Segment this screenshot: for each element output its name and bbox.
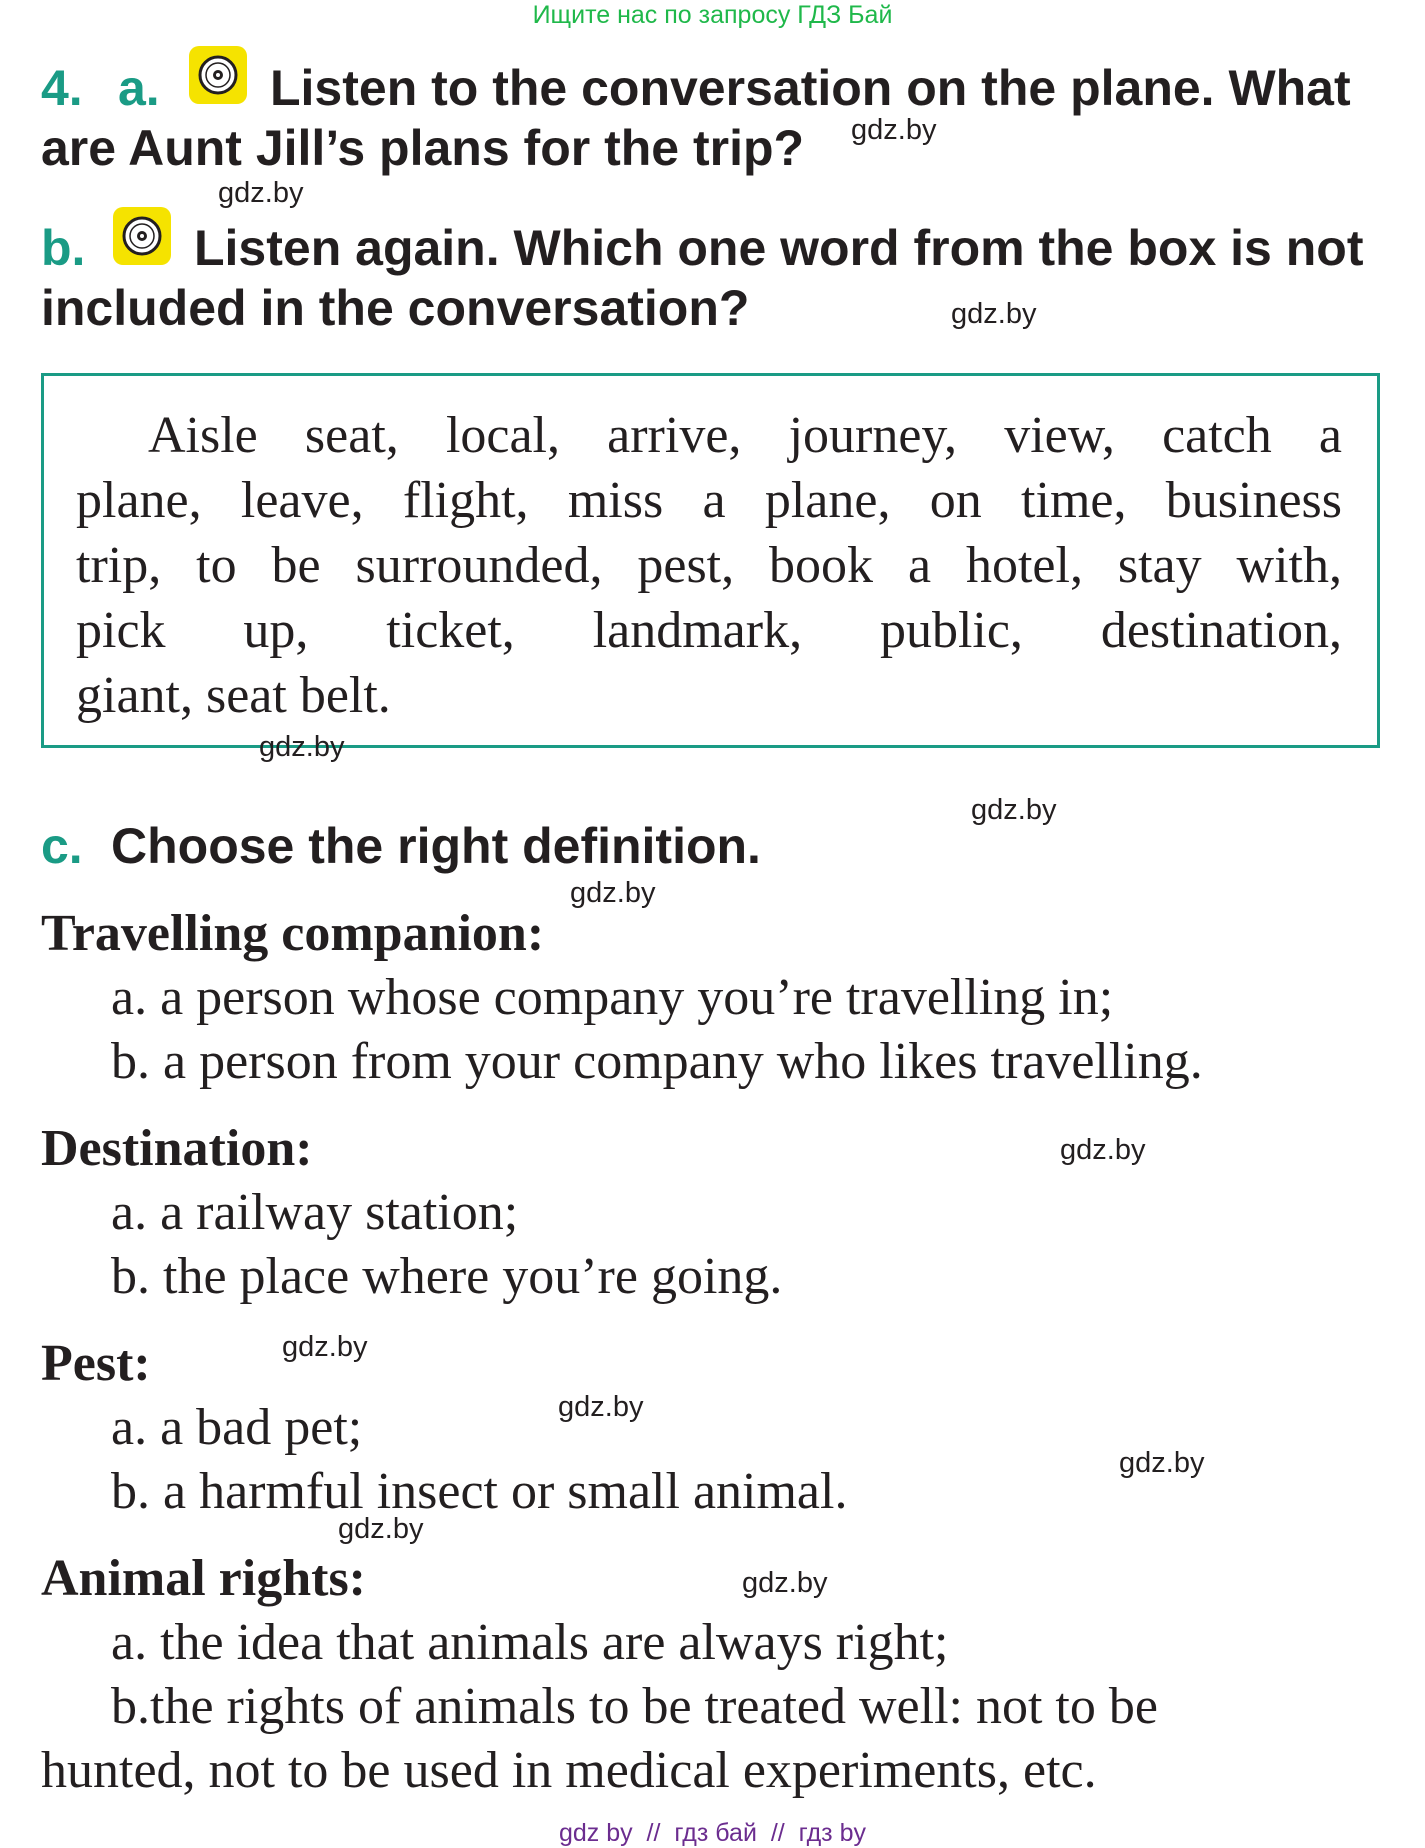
definition-option: b.the rights of animals to be treated well: not to be xyxy=(111,1678,1158,1735)
top-search-hint: Ищите нас по запросу ГДЗ Бай xyxy=(532,1,893,29)
watermark: gdz.by xyxy=(282,1331,368,1363)
audio-cd-icon[interactable] xyxy=(189,46,247,104)
part-b-line2: included in the conversation? xyxy=(41,280,750,336)
watermark: gdz.by xyxy=(851,114,937,146)
watermark: gdz.by xyxy=(951,298,1037,330)
word-box-line: giant, seat belt. xyxy=(76,667,391,724)
definition-option: b. a person from your company who likes travelling. xyxy=(111,1033,1203,1090)
part-a-line2: are Aunt Jill’s plans for the trip? xyxy=(41,120,805,176)
watermark: gdz.by xyxy=(558,1391,644,1423)
part-a-letter: a. xyxy=(118,60,160,116)
part-b-letter: b. xyxy=(41,220,86,276)
watermark: gdz.by xyxy=(971,794,1057,826)
definition-option: a. a bad pet; xyxy=(111,1399,363,1456)
disc-icon xyxy=(198,55,238,95)
definition-option: a. a person whose company you’re travelling in; xyxy=(111,969,1114,1026)
word-box-line: pick up, ticket, landmark, public, destination, xyxy=(76,602,1342,659)
watermark: gdz.by xyxy=(1060,1134,1146,1166)
definition-option: b. a harmful insect or small animal. xyxy=(111,1463,848,1520)
watermark: gdz.by xyxy=(742,1567,828,1599)
audio-cd-icon[interactable] xyxy=(113,207,171,265)
watermark: gdz.by xyxy=(259,731,345,763)
word-box-line: Aisle seat, local, arrive, journey, view, catch a xyxy=(148,407,1342,464)
definition-option-continued: hunted, not to be used in medical experiments, etc. xyxy=(41,1742,1097,1799)
part-a-line1: Listen to the conversation on the plane. What xyxy=(270,60,1351,116)
part-b-line1: Listen again. Which one word from the box is not xyxy=(194,220,1364,276)
task-number: 4. xyxy=(41,60,83,116)
footer-links: gdz by // гдз бай // гдз by xyxy=(558,1819,866,1847)
definition-term: Animal rights: xyxy=(41,1550,366,1607)
definition-term: Destination: xyxy=(41,1120,313,1177)
word-box-line: trip, to be surrounded, pest, book a hotel, stay with, xyxy=(76,537,1342,594)
part-c-instruction: Choose the right definition. xyxy=(111,818,761,874)
definition-term: Pest: xyxy=(41,1335,151,1392)
definition-option: a. the idea that animals are always right; xyxy=(111,1614,949,1671)
watermark: gdz.by xyxy=(218,177,304,209)
watermark: gdz.by xyxy=(570,877,656,909)
word-box-line: plane, leave, flight, miss a plane, on time, business xyxy=(76,472,1342,529)
definition-option: a. a railway station; xyxy=(111,1184,519,1241)
part-c-letter: c. xyxy=(41,818,83,874)
watermark: gdz.by xyxy=(1119,1447,1205,1479)
disc-icon xyxy=(122,216,162,256)
definition-option: b. the place where you’re going. xyxy=(111,1248,783,1305)
definition-term: Travelling companion: xyxy=(41,905,545,962)
watermark: gdz.by xyxy=(338,1513,424,1545)
